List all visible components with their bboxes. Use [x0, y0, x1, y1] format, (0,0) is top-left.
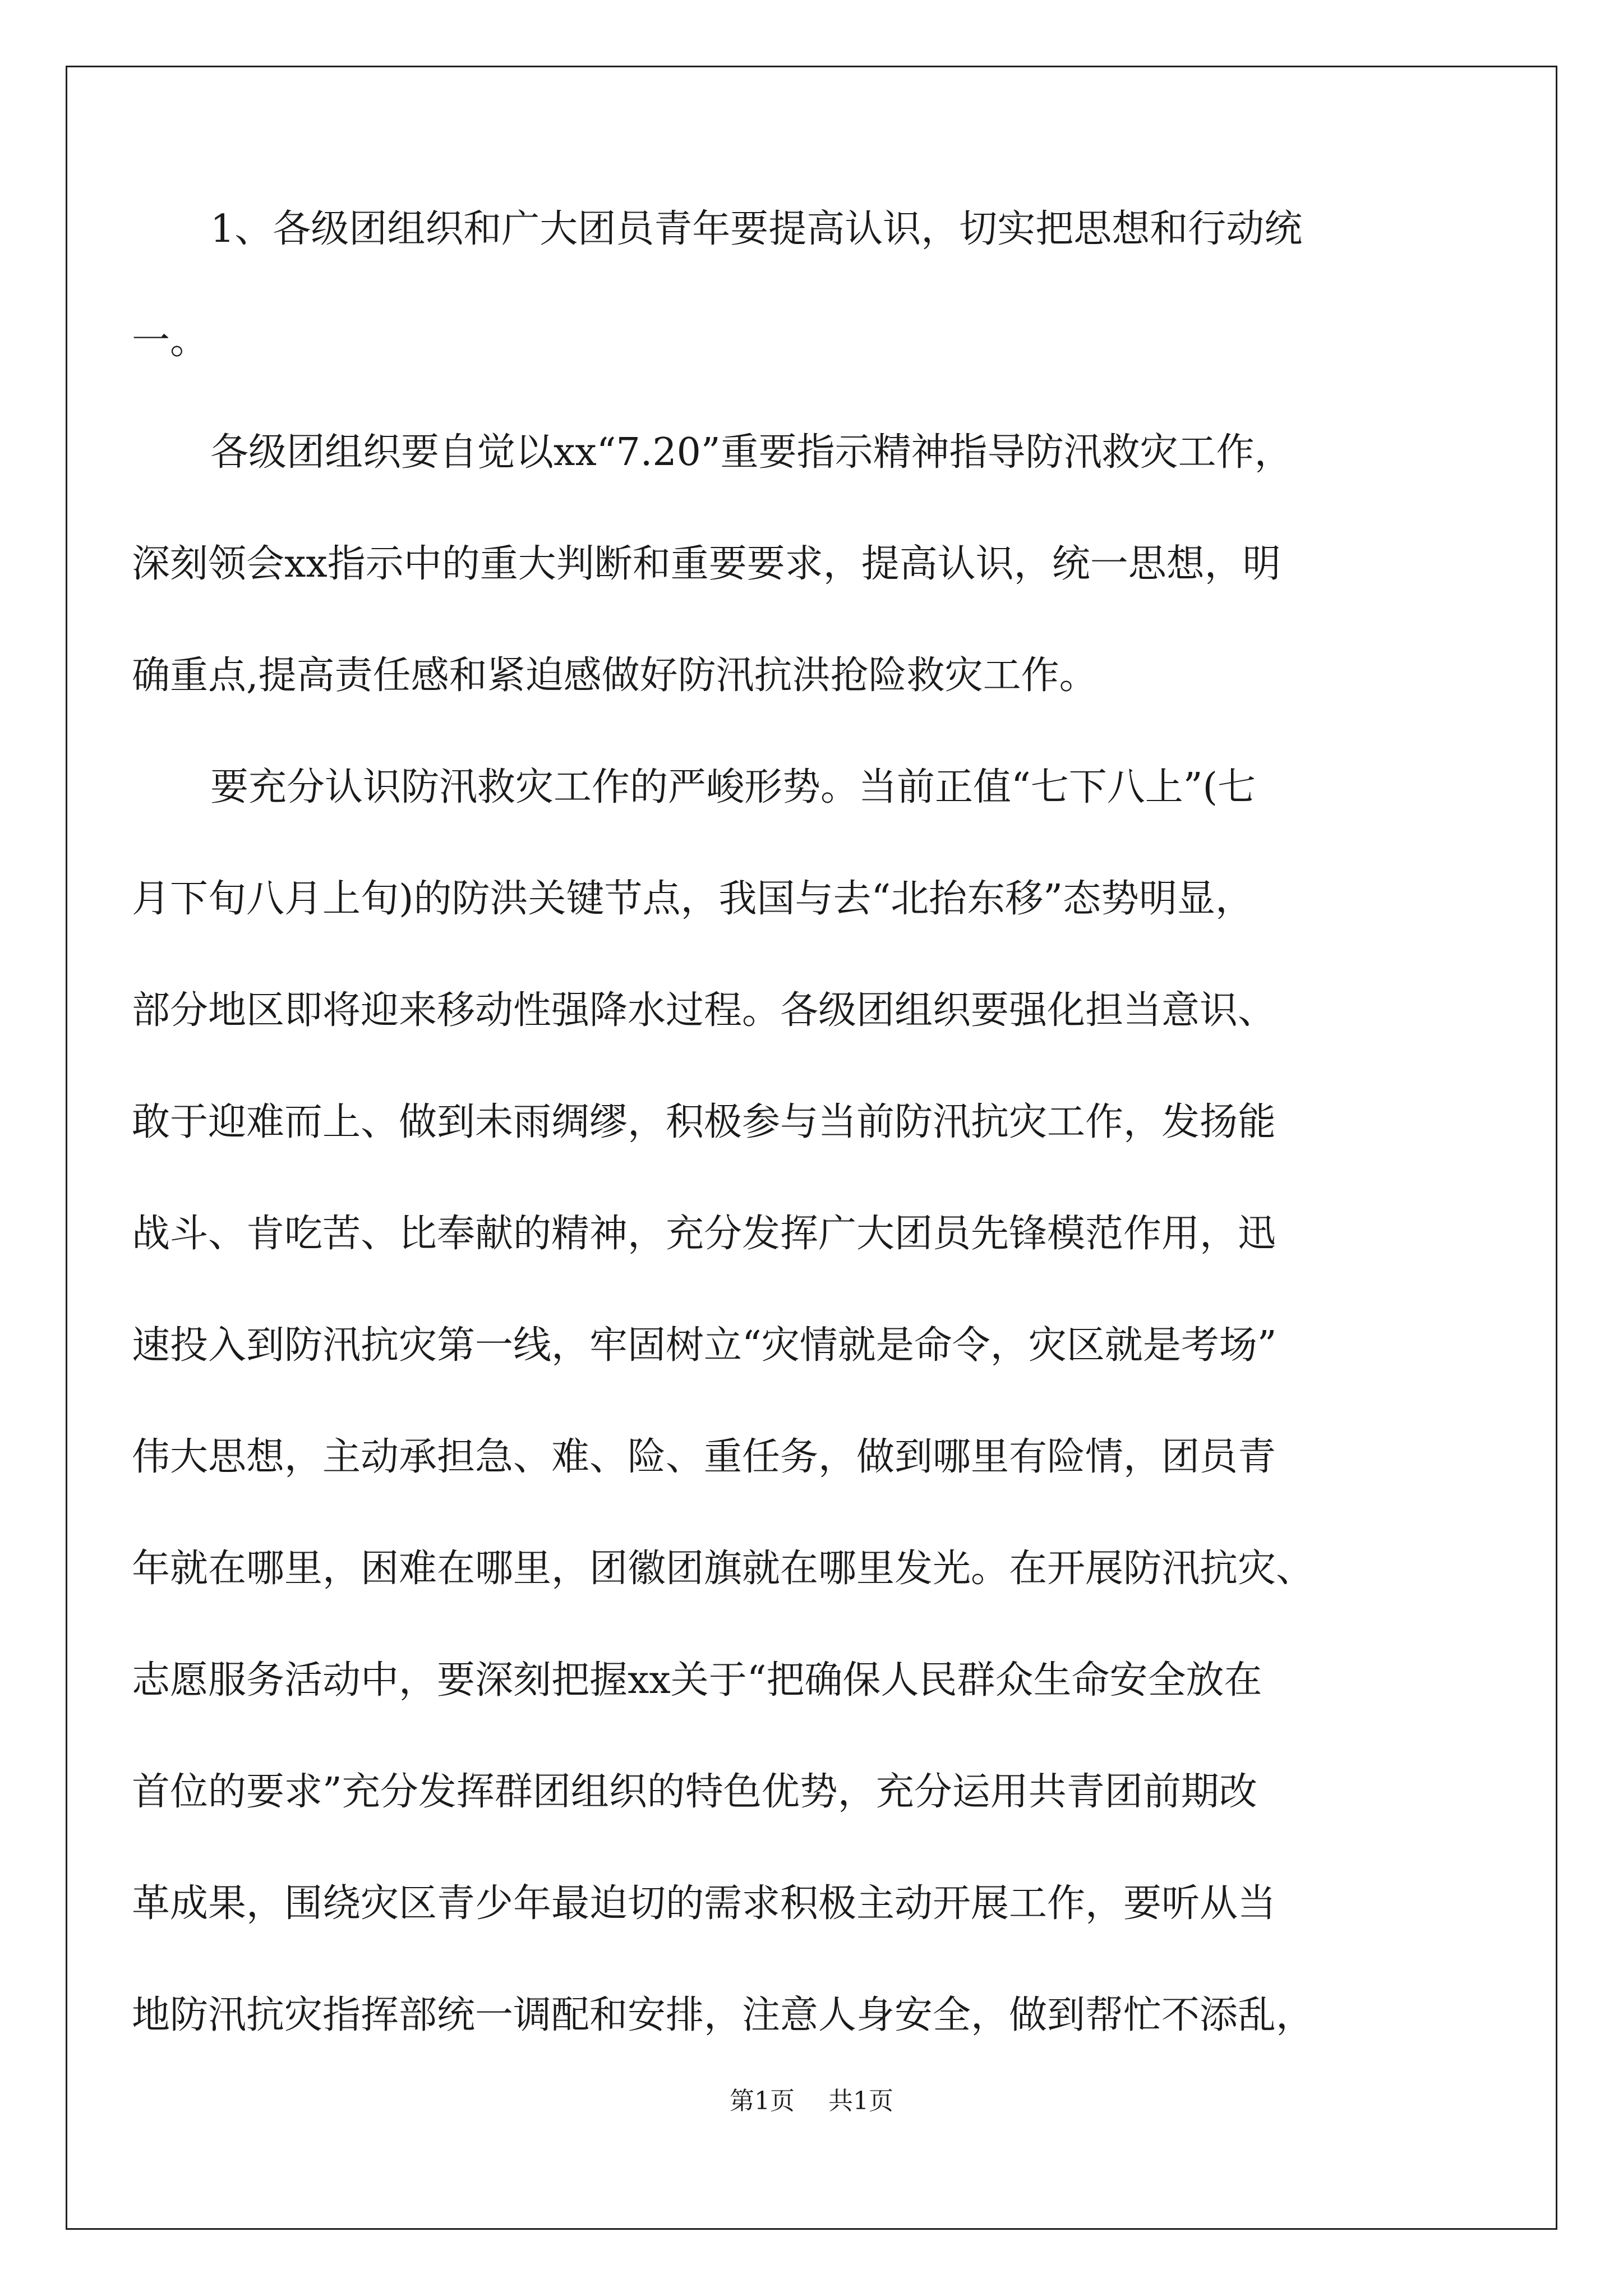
- text-line: 首位的要求”充分发挥群团组织的特色优势，充分运用共青团前期改: [132, 1770, 1257, 1814]
- text-line: 速投入到防汛抗灾第一线，牢固树立“灾情就是命令，灾区就是考场”: [132, 1323, 1277, 1368]
- text-line: 月下旬八月上旬)的防洪关键节点，我国与去“北抬东移”态势明显，: [132, 877, 1254, 921]
- text-line: 志愿服务活动中，要深刻把握xx关于“把确保人民群众生命安全放在: [132, 1658, 1262, 1703]
- text-line: 深刻领会xx指示中的重大判断和重要要求，提高认识，统一思想，明: [132, 542, 1281, 586]
- text-line: 部分地区即将迎来移动性强降水过程。各级团组织要强化担当意识、: [132, 988, 1276, 1033]
- page-footer: [0, 2089, 1623, 2114]
- text-line: 各级团组织要自觉以xx“7.20”重要指示精神指导防汛救灾工作，: [210, 430, 1293, 475]
- page-number-total: 共1页: [828, 2087, 893, 2115]
- text-line: 年就在哪里，困难在哪里，团徽团旗就在哪里发光。在开展防汛抗灾、: [132, 1547, 1315, 1591]
- text-line: 战斗、肯吃苦、比奉献的精神，充分发挥广大团员先锋模范作用，迅: [132, 1212, 1276, 1256]
- document-body: [132, 207, 1492, 2108]
- text-line: 革成果，围绕灾区青少年最迫切的需求积极主动开展工作，要听从当: [132, 1881, 1276, 1926]
- text-line: 要充分认识防汛救灾工作的严峻形势。当前正值“七下八上”(七: [210, 765, 1256, 809]
- page-number-current: 第1页: [730, 2087, 795, 2115]
- text-line: 1、各级团组织和广大团员青年要提高认识，切实把思想和行动统: [210, 207, 1303, 251]
- text-line: 伟大思想，主动承担急、难、险、重任务，做到哪里有险情，团员青: [132, 1435, 1276, 1479]
- text-line: 敢于迎难而上、做到未雨绸缪，积极参与当前防汛抗灾工作，发扬能: [132, 1100, 1276, 1144]
- text-line: 确重点,提高责任感和紧迫感做好防汛抗洪抢险救灾工作。: [132, 654, 1098, 698]
- text-line: 地防汛抗灾指挥部统一调配和安排，注意人身安全，做到帮忙不添乱，: [132, 1993, 1315, 2037]
- text-line: 一。: [132, 319, 209, 363]
